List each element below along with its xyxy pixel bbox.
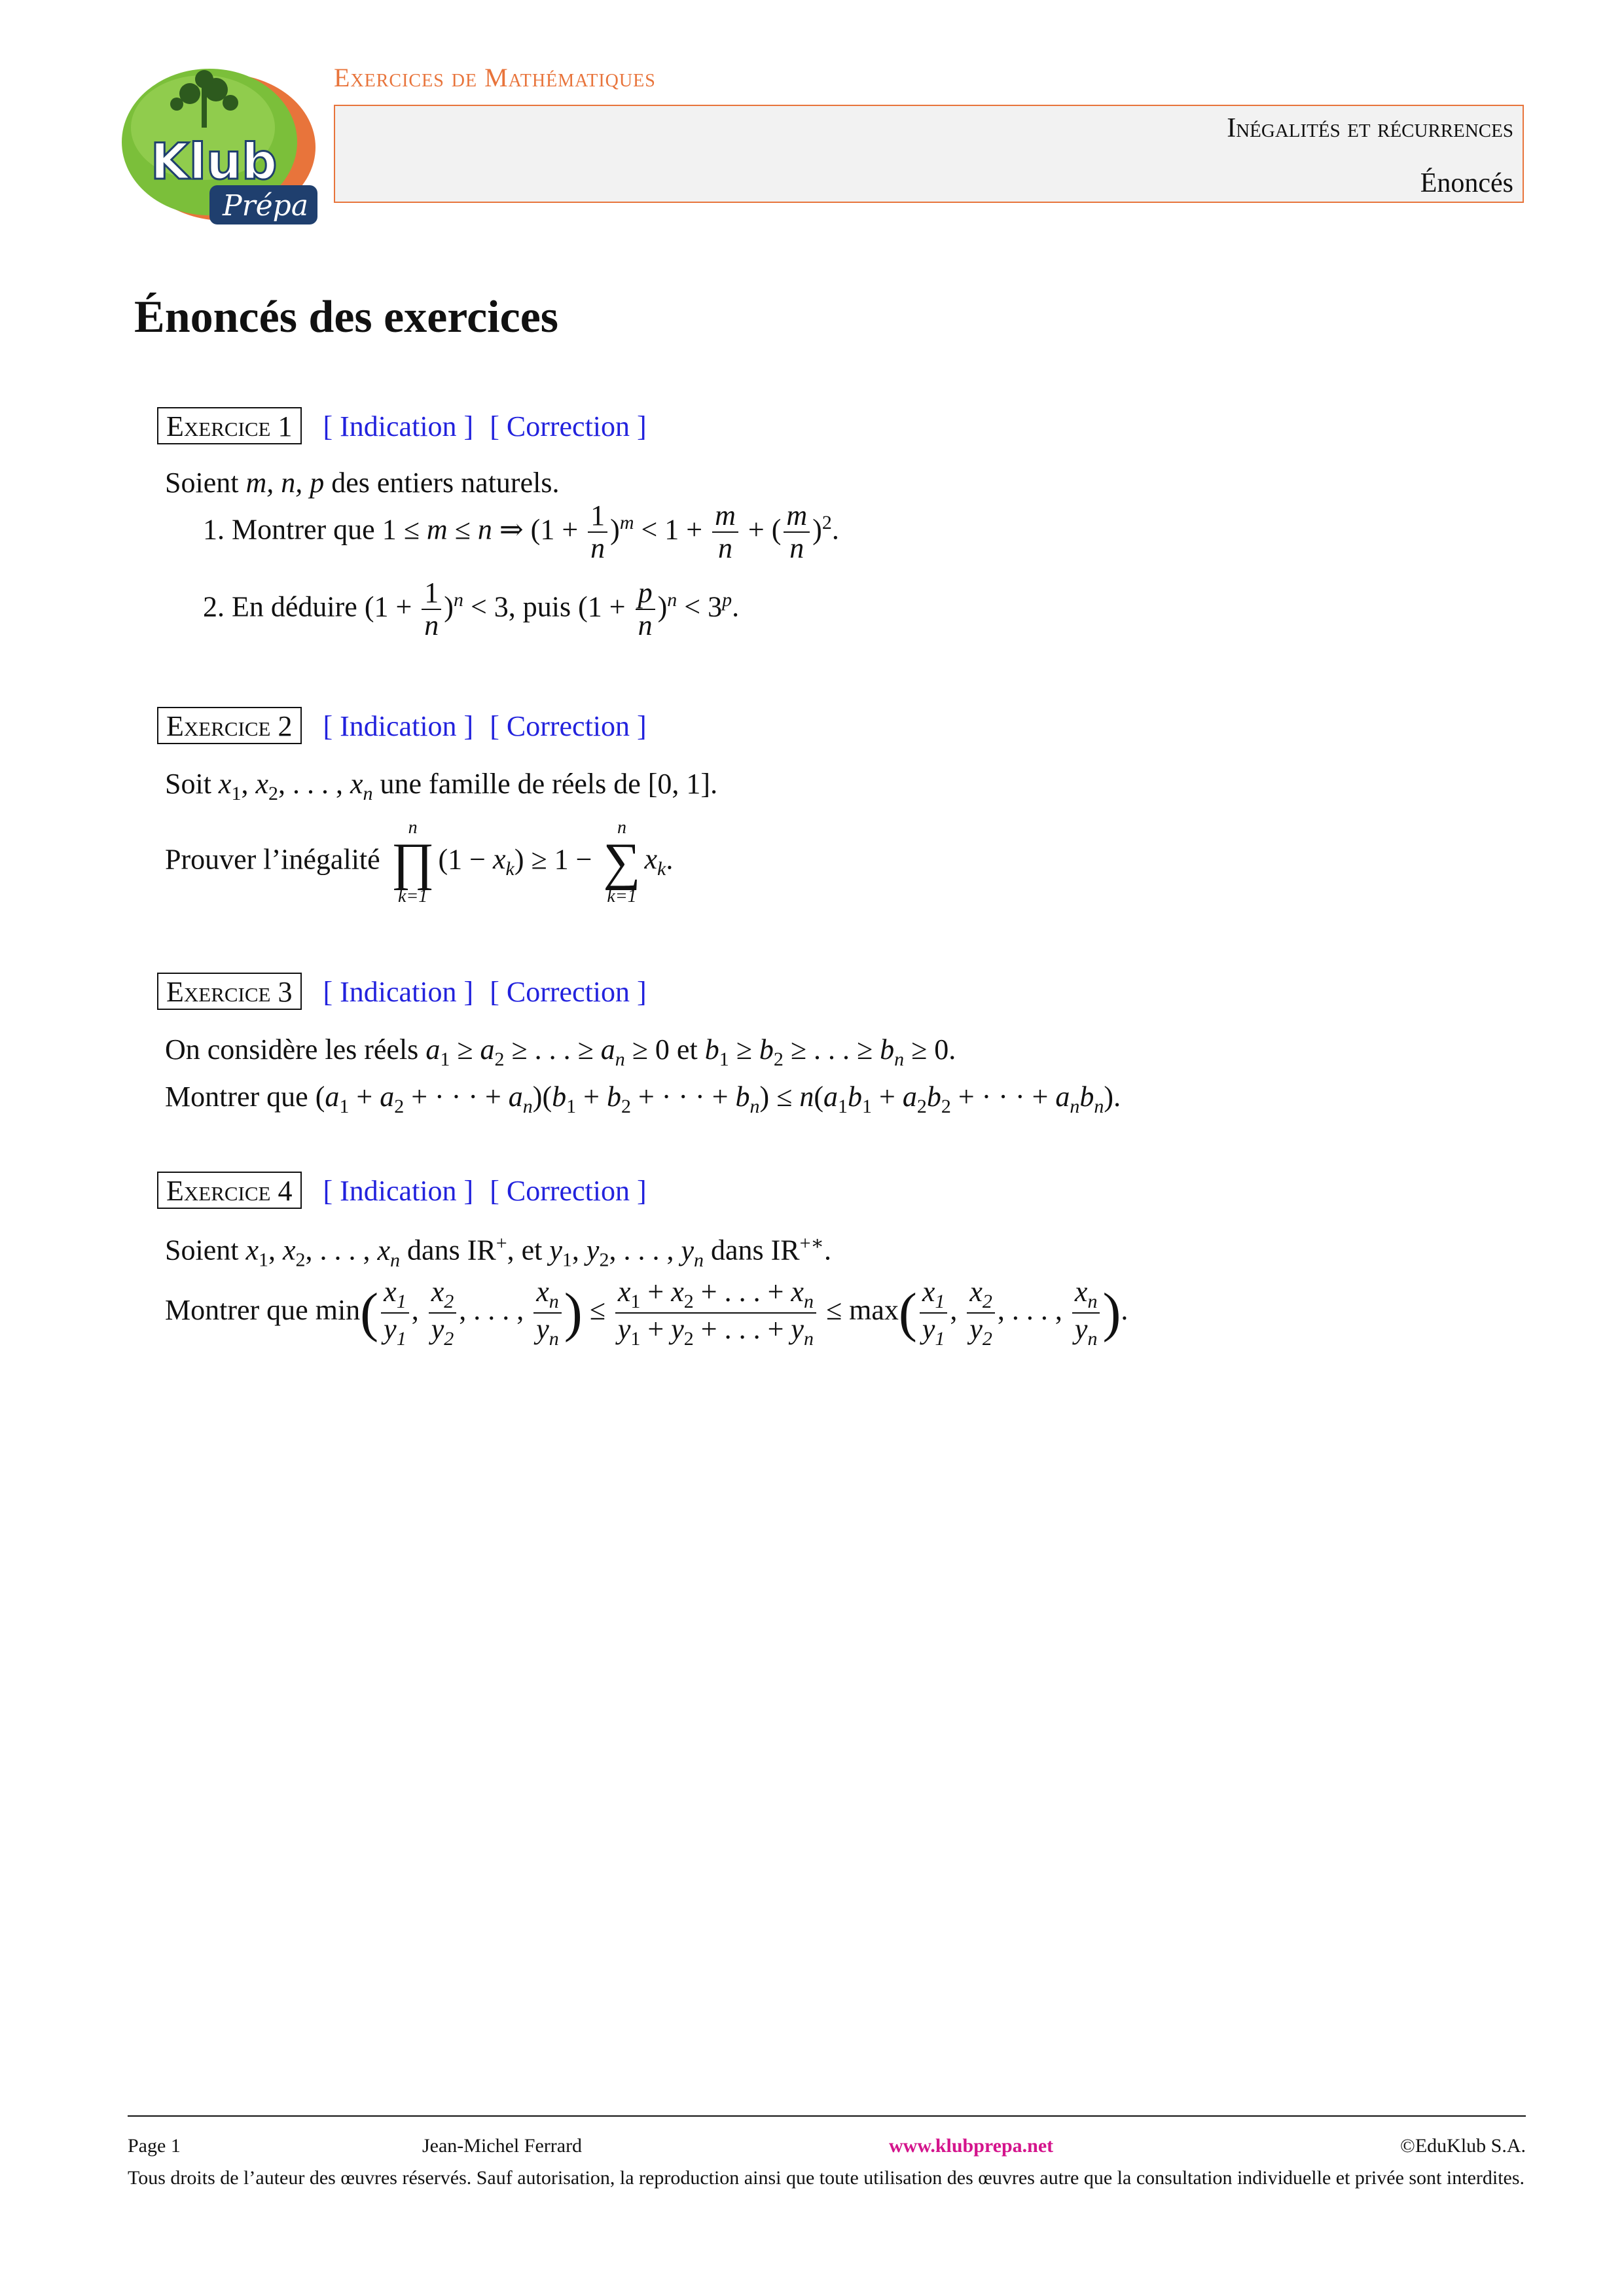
correction-link[interactable]: [ Correction ] xyxy=(490,710,647,742)
exercise-label: Exercice 2 xyxy=(157,707,302,744)
exercise-1-item-1: 1. Montrer que 1 ≤ m ≤ n ⇒ (1 + $\frac{1}{n}$ )$^m$ < 1 + $\frac{m}{n}$ + ( $\frac{m}{n}$ )$^2$. xyxy=(203,499,839,565)
exercise-2-header xyxy=(157,707,647,744)
exercise-4-line-2: Montrer que min( $\frac{x_1}{y_1}$ , $\frac{x_2}{y_2}$ , . . . , $\frac{x_n}{y_n}$ ) ≤ $\frac{x_1 + x_2 + . . . + x_n}{y_1 + y_2 + . . . + y_n}$ ≤ max( $\frac{x_1}{y_1}$ , $\frac{x_2}{y_2}$ , . . . , $\frac{x_n}{y_n}$ ). xyxy=(165,1276,1128,1350)
footer-page-number: Page 1 xyxy=(128,2135,181,2157)
footer-rule xyxy=(128,2115,1526,2117)
exercise-3-line-2: Montrer que ($a_1 + a_2$ + · · · + $a_n)(b_1 + b_2$ + · · · + $b_n) \le n(a_1b_1 + a_2b_2$ + · · · + $a_nb_n$). xyxy=(165,1081,1121,1117)
section-title: Énoncés xyxy=(1420,168,1513,198)
exercise-1-intro: Soient m, n, p des entiers naturels. xyxy=(165,467,560,499)
svg-text:Prépa: Prépa xyxy=(223,189,309,223)
exercise-label: Exercice 4 xyxy=(157,1172,302,1209)
exercise-4-line-1: Soient $x_1$, $x_2$, . . . , $x_n$ dans IR+, et $y_1$, $y_2$, . . . , $y_n$ dans IR+∗. xyxy=(165,1232,831,1271)
correction-link[interactable]: [ Correction ] xyxy=(490,410,647,442)
exercise-3-header xyxy=(157,973,647,1010)
correction-link[interactable]: [ Correction ] xyxy=(490,976,647,1008)
exercise-2-line-2: Prouver l’inégalité n ∏ k=1 $(1 - x_k) \ge 1$ − n ∑ k=1 $x_k$. xyxy=(165,817,674,907)
footer-author: Jean-Michel Ferrard xyxy=(422,2135,583,2157)
indication-link[interactable]: [ Indication ] xyxy=(323,410,474,442)
exercise-label: Exercice 1 xyxy=(157,407,302,444)
footer-copyright: ©EduKlub S.A. xyxy=(1400,2135,1526,2157)
indication-link[interactable]: [ Indication ] xyxy=(323,710,474,742)
klubprepa-logo xyxy=(111,62,321,232)
footer-rights-notice: Tous droits de l’auteur des œuvres réservés. Sauf autorisation, la reproduction ainsi que toute utilisation des œuvres autre que la consultation individuelle et privée sont interdites. xyxy=(128,2167,1525,2189)
exercise-4-header xyxy=(157,1172,647,1209)
indication-link[interactable]: [ Indication ] xyxy=(323,976,474,1008)
exercise-3-line-1: On considère les réels $a_1 \ge a_2$ ≥ . . . ≥ $a_n \ge 0$ et $b_1 \ge b_2$ ≥ . . . ≥ $b_n \ge 0$. xyxy=(165,1033,956,1070)
header-box xyxy=(334,105,1524,203)
exercise-1-item-2: 2. En déduire (1 + $\frac{1}{n}$ )$^n$ < 3, puis (1 + $\frac{p}{n}$ )$^n < 3^p$. xyxy=(203,577,740,642)
series-title: Exercices de Mathématiques xyxy=(334,63,656,92)
indication-link[interactable]: [ Indication ] xyxy=(323,1175,474,1207)
correction-link[interactable]: [ Correction ] xyxy=(490,1175,647,1207)
exercise-2-line-1: Soit $x_1$, $x_2$, . . . , $x_n$ une famille de réels de [0, 1]. xyxy=(165,768,718,804)
footer-website-link[interactable]: www.klubprepa.net xyxy=(889,2135,1054,2157)
svg-text:Klub: Klub xyxy=(151,132,278,190)
chapter-title: Inégalités et récurrences xyxy=(1227,113,1513,143)
exercise-label: Exercice 3 xyxy=(157,973,302,1010)
exercise-1-header xyxy=(157,407,647,444)
page-title: Énoncés des exercices xyxy=(134,292,559,342)
